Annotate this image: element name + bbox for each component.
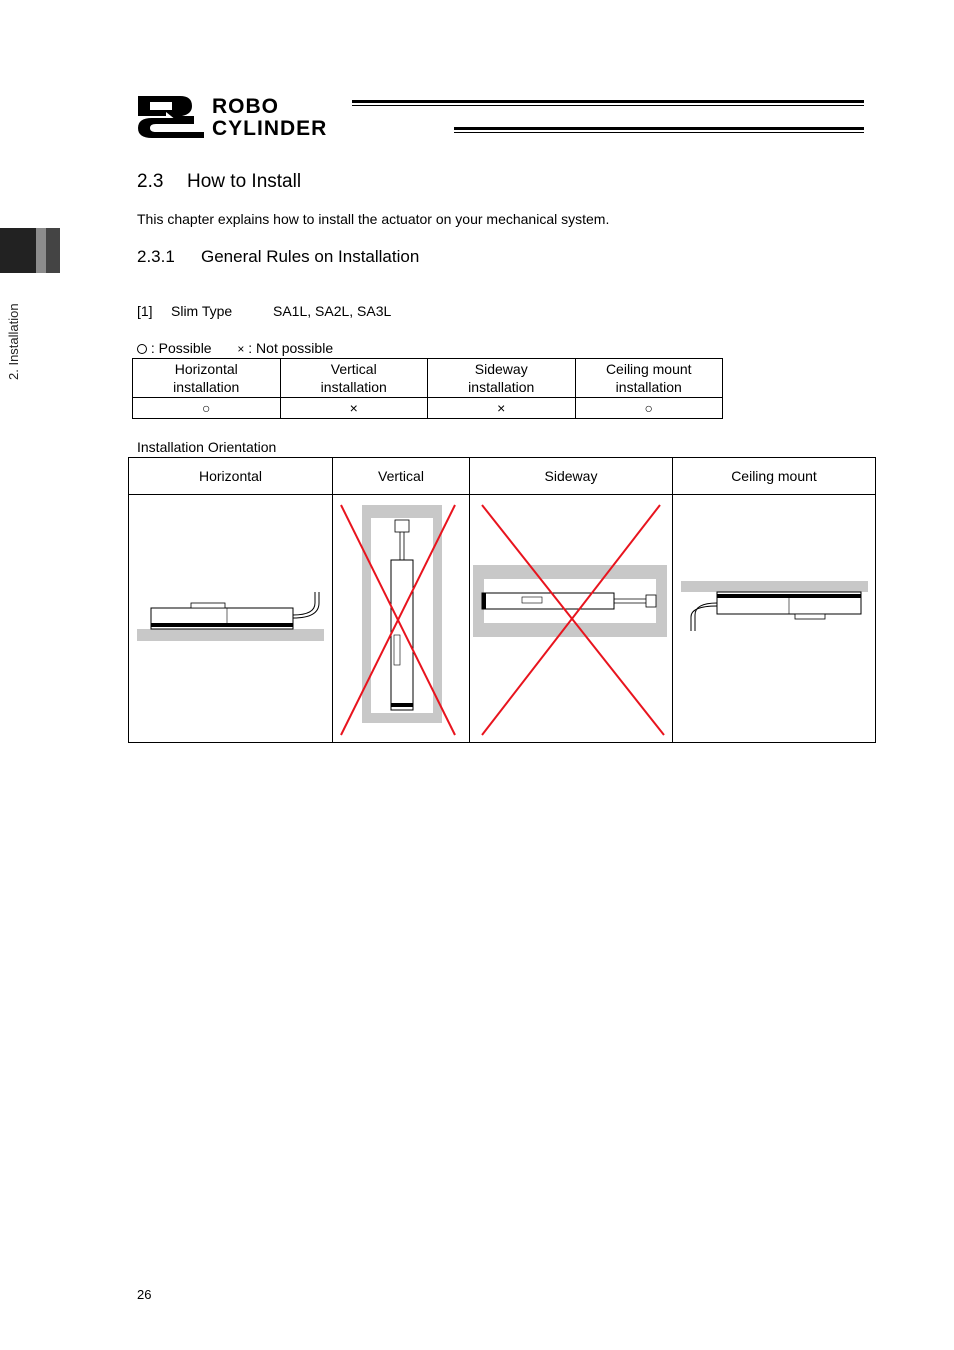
section-number: 2.3 [137, 171, 164, 192]
type-models: SA1L, SA2L, SA3L [273, 303, 392, 319]
robo-cylinder-logo [136, 94, 864, 140]
legend [137, 340, 333, 356]
type-index: [1] [137, 303, 153, 319]
summary-header-cell: Vertical installation [280, 359, 428, 398]
summary-value-row [133, 398, 723, 419]
summary-value-cell: ○ [575, 398, 723, 419]
section-title [137, 171, 301, 193]
sideway-diagram-cell [470, 495, 673, 743]
vertical-diagram-cell [333, 495, 470, 743]
summary-header-row [133, 359, 723, 398]
orientation-header-cell: Ceiling mount [673, 458, 876, 495]
summary-header-cell: Horizontal installation [133, 359, 281, 398]
page-number: 26 [137, 1287, 152, 1302]
logo-line1: ROBO [212, 95, 279, 118]
orientation-header-row [129, 458, 876, 495]
orientation-header-cell: Sideway [470, 458, 673, 495]
orientation-image-row [129, 495, 876, 743]
type-name: Slim Type [171, 303, 233, 319]
summary-table [132, 358, 723, 419]
subsection-title-text: General Rules on Installation [201, 247, 420, 266]
orientation-table [128, 457, 876, 743]
section-title-text: How to Install [187, 171, 302, 192]
section-intro: This chapter explains how to install the actuator on your mechanical system. [137, 211, 610, 227]
circle-icon [137, 344, 147, 354]
type-line [137, 303, 391, 319]
subsection-title [137, 247, 419, 267]
summary-header-cell: Sideway installation [428, 359, 576, 398]
ceiling-mount-diagram-cell [673, 495, 876, 743]
summary-header-cell: Ceiling mount installation [575, 359, 723, 398]
chapter-tab [0, 228, 60, 273]
horizontal-diagram-cell [129, 495, 333, 743]
legend-cross-symbol: × [237, 342, 245, 356]
sideway-actuator-diagram [470, 495, 672, 739]
orientation-header-cell: Vertical [333, 458, 470, 495]
summary-value-cell: × [428, 398, 576, 419]
orientation-label: Installation Orientation [137, 439, 277, 455]
summary-value-cell: × [280, 398, 428, 419]
logo-line2: CYLINDER [212, 117, 328, 140]
legend-not-possible: : Not possible [248, 340, 334, 356]
orientation-header-cell: Horizontal [129, 458, 333, 495]
vertical-actuator-diagram [333, 495, 469, 739]
ceiling-mount-actuator-diagram [673, 495, 875, 739]
subsection-number: 2.3.1 [137, 247, 175, 266]
horizontal-actuator-diagram [129, 495, 332, 739]
legend-possible: : Possible [150, 340, 212, 356]
chapter-label: 2. Installation [6, 303, 21, 380]
summary-value-cell: ○ [133, 398, 281, 419]
